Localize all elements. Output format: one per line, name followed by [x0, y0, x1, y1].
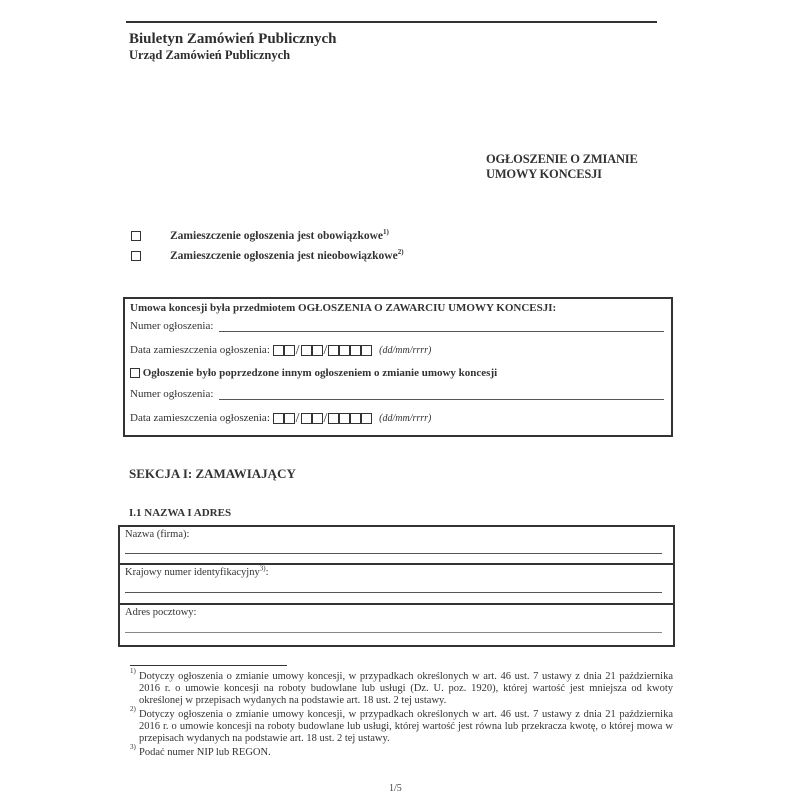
month-digit-box[interactable] [301, 413, 312, 424]
date-input-2[interactable] [273, 411, 373, 427]
date-row [130, 343, 432, 359]
footnote-text: Dotyczy ogłoszenia o zmianie umowy koncesji, w przypadkach określonych w art. 46 ust. 7 ustawy z dnia 21 października 2016 r. o umowie koncesji na roboty budowlane lub usługi (Dz. U. poz. 1920), której wartość jest mniejsza od kwoty określonej w przepisach wydanych na podstawie art. 18 ust. 2 tej ustawy. [139, 671, 673, 706]
month-digit-box[interactable] [312, 345, 323, 356]
year-digit-box[interactable] [361, 413, 372, 424]
date-input[interactable] [273, 343, 373, 359]
section-title: SEKCJA I: ZAMAWIAJĄCY [129, 466, 296, 481]
footnote-text: Podać numer NIP lub REGON. [139, 747, 271, 758]
month-digit-box[interactable] [312, 413, 323, 424]
footnote-1: 1) Dotyczy ogłoszenia o zmianie umowy koncesji, w przypadkach określonych w art. 46 ust. 7 ustawy z dnia 21 października 2016 r. o umowie koncesji na roboty budowlane lub usługi (Dz. U. poz. 1920), której wartość jest mniejsza od kwoty określonej w przepisach wydanych na podstawie art. 18 ust. 2 tej ustawy. [130, 667, 673, 706]
date-format-hint-2: (dd/mm/rrrr) [379, 412, 432, 424]
id-label-colon: : [265, 567, 269, 578]
header-rule [126, 21, 657, 23]
month-digit-box[interactable] [301, 345, 312, 356]
year-digit-box[interactable] [339, 413, 350, 424]
subsection-title: I.1 NAZWA I ADRES [129, 507, 232, 519]
footnote-text: Dotyczy ogłoszenia o zmianie umowy koncesji, w przypadkach określonych w art. 46 ust. 7 ustawy z dnia 21 października 2016 r. o umowie koncesji na roboty budowlane lub usługi, której wartość jest równa lub przekracza kwotę, o której mowa w przepisach wydanych na podstawie art. 18 ust. 2 tej ustawy. [139, 709, 673, 744]
field-box-name [118, 525, 675, 565]
year-digit-box[interactable] [350, 345, 361, 356]
notice-number-input[interactable] [219, 331, 664, 332]
name-input[interactable] [125, 553, 662, 554]
footnote-3: 3) Podać numer NIP lub REGON. [130, 747, 673, 759]
notice-title-line1: OGŁOSZENIE O ZMIANIE [486, 152, 638, 166]
notice-title [486, 152, 638, 182]
day-digit-box[interactable] [284, 413, 295, 424]
day-digit-box[interactable] [273, 413, 284, 424]
preceded-row[interactable] [130, 367, 497, 379]
date-format-hint: (dd/mm/rrrr) [379, 344, 432, 356]
year-digit-box[interactable] [328, 413, 339, 424]
footnote-ref: 3) [259, 564, 266, 573]
address-input[interactable] [125, 632, 662, 633]
notice-title-line2: UMOWY KONCESJI [486, 167, 602, 181]
date-separator: / [323, 411, 328, 427]
prior-notice-box [123, 297, 673, 437]
page-number: 1/5 [389, 783, 402, 794]
preceded-label: Ogłoszenie było poprzedzone innym ogłoszeniem o zmianie umowy koncesji [142, 367, 498, 379]
date-row-2 [130, 411, 432, 427]
number-label-2: Numer ogłoszenia: [130, 388, 214, 400]
optional-label: Zamieszczenie ogłoszenia jest nieobowiązkowe [170, 250, 398, 262]
office-name: Urząd Zamówień Publicznych [129, 48, 291, 62]
field-box-address [118, 603, 675, 647]
footnote-rule [130, 665, 287, 666]
notice-number-input-2[interactable] [219, 399, 664, 400]
address-label: Adres pocztowy: [125, 607, 197, 618]
day-digit-box[interactable] [273, 345, 284, 356]
year-digit-box[interactable] [350, 413, 361, 424]
mandatory-checkbox[interactable] [131, 231, 141, 241]
date-label-2: Data zamieszczenia ogłoszenia: [130, 412, 270, 424]
prior-notice-heading: Umowa koncesji była przedmiotem OGŁOSZENIA O ZAWARCIU UMOWY KONCESJI: [130, 302, 557, 314]
year-digit-box[interactable] [328, 345, 339, 356]
footnote-ref: 1) [383, 228, 389, 237]
date-separator: / [323, 343, 328, 359]
date-separator: / [295, 411, 300, 427]
preceded-checkbox[interactable] [130, 368, 140, 378]
date-label: Data zamieszczenia ogłoszenia: [130, 344, 270, 356]
name-label: Nazwa (firma): [125, 529, 190, 540]
year-digit-box[interactable] [339, 345, 350, 356]
footnote-2: 2) Dotyczy ogłoszenia o zmianie umowy koncesji, w przypadkach określonych w art. 46 ust. 7 ustawy z dnia 21 października 2016 r. o umowie koncesji na roboty budowlane lub usługi, której wartość jest równa lub przekracza kwotę, o której mowa w przepisach wydanych na podstawie art. 18 ust. 2 tej ustawy. [130, 705, 673, 744]
day-digit-box[interactable] [284, 345, 295, 356]
footnote-ref: 2) [397, 248, 404, 257]
number-label: Numer ogłoszenia: [130, 320, 214, 332]
field-box-id [118, 563, 675, 605]
mandatory-label: Zamieszczenie ogłoszenia jest obowiązkowe [170, 230, 384, 242]
publication-title: Biuletyn Zamówień Publicznych [129, 31, 337, 47]
date-separator: / [295, 343, 300, 359]
id-label-wrap [125, 564, 269, 578]
id-label: Krajowy numer identyfikacyjny [125, 567, 260, 578]
id-input[interactable] [125, 592, 662, 593]
year-digit-box[interactable] [361, 345, 372, 356]
optional-checkbox[interactable] [131, 251, 141, 261]
